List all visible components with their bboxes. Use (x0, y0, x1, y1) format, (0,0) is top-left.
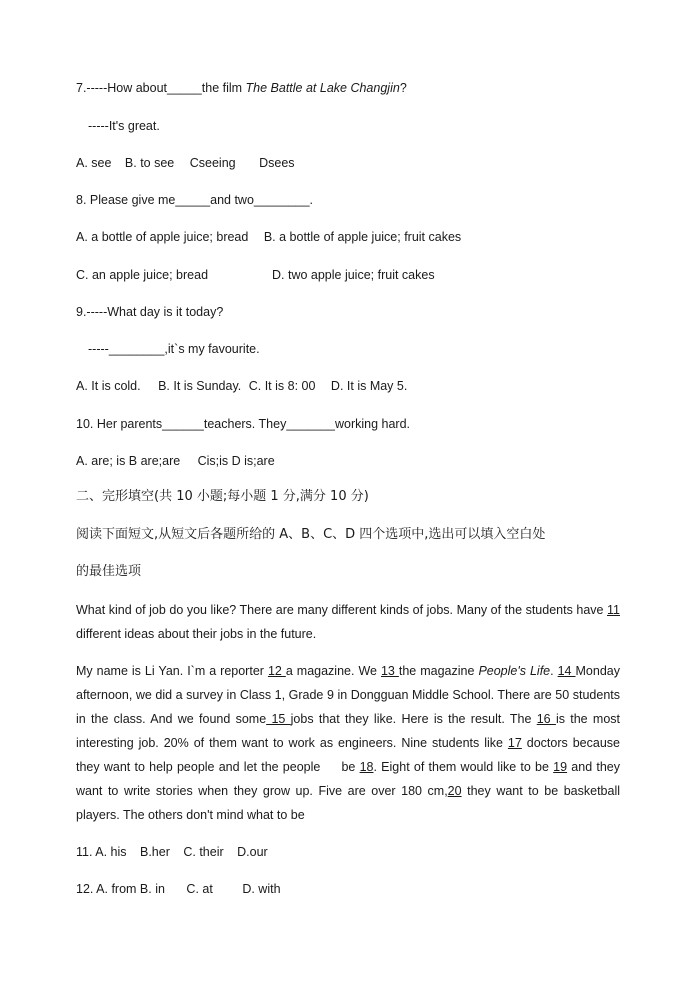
blank-13: 13 (380, 664, 399, 678)
q11-option-a: 11. A. his (76, 845, 127, 859)
section2-heading: 二、完形填空(共 10 小题;每小题 1 分,满分 10 分) (76, 489, 369, 504)
q7-stem-a: 7.-----How about (76, 81, 167, 95)
passage-paragraph-1 (76, 598, 620, 646)
q11-option-c: C. their (183, 845, 224, 859)
q7-option-b: B. to see (124, 156, 175, 170)
passage-text: What kind of job do you like? There are many different kinds of jobs. Many of the students have (76, 603, 608, 617)
passage-text: My name is Li Yan. I`m a reporter (76, 664, 268, 678)
q7-option-d: Dsees (259, 156, 295, 170)
blank-16: 16 (536, 712, 556, 726)
q11-option-d: D.our (237, 845, 268, 859)
blank-18: 18 (359, 760, 374, 774)
q9-option-b: B. It is Sunday. (158, 379, 242, 393)
q12-option-d: D. with (242, 882, 281, 896)
passage-text: a magazine. We (285, 664, 381, 678)
blank-19: 19 (553, 760, 568, 774)
passage-paragraph-2 (76, 659, 624, 827)
q7-options (76, 155, 295, 171)
q9-reply: -----________,it`s my favourite. (88, 342, 260, 356)
section2-instructions-line2: 的最佳选项 (76, 564, 142, 579)
passage-text: different ideas about their jobs in the future. (76, 627, 317, 641)
q7-blank: _____ (167, 81, 202, 95)
passage-text: jobs that they like. Here is the result. The (290, 712, 537, 726)
passage-text: and they want to write stories when they grow up. Five are over 180 cm, (76, 760, 620, 798)
q7-stem-b: the film (201, 81, 246, 95)
q12-options (76, 881, 281, 897)
q11-option-b: B.her (139, 845, 170, 859)
q8-stem: 8. Please give me_____and two________. (76, 193, 313, 207)
q11-options (76, 844, 268, 860)
q9-option-c: C. It is 8: 00 (248, 379, 316, 393)
blank-15: 15 (266, 712, 291, 726)
magazine-title: People's Life (478, 664, 551, 678)
q7-reply: -----It's great. (88, 119, 160, 133)
passage-text: . Eight of them would like to be (373, 760, 554, 774)
q7-option-c: Cseeing (189, 156, 236, 170)
q7-stem-c: ? (399, 81, 407, 95)
q12-option-ab: 12. A. from B. in (76, 882, 165, 896)
q10-options: A. are; is B are;are Cis;is D is;are (76, 454, 275, 468)
blank-20: 20 (447, 784, 462, 798)
q7-stem (76, 80, 407, 96)
q10-stem: 10. Her parents______teachers. They_______working hard. (76, 417, 411, 431)
q9-option-a: A. It is cold. (76, 379, 141, 393)
passage-text: the magazine (398, 664, 479, 678)
passage-text: doctors because they want to help people and let the people be (76, 736, 624, 774)
q8-option-b: B. a bottle of apple juice; fruit cakes (263, 230, 462, 244)
q8-options-row1 (76, 229, 461, 245)
q12-option-c: C. at (186, 882, 213, 896)
q8-option-d: D. two apple juice; fruit cakes (272, 268, 435, 282)
passage-text: is the most interesting job. 20% of them want to work as engineers. Nine students like (76, 712, 621, 750)
blank-17: 17 (507, 736, 522, 750)
q7-option-a: A. see (76, 156, 112, 170)
q8-option-a: A. a bottle of apple juice; bread (76, 230, 249, 244)
passage-text: . (550, 664, 558, 678)
passage-text: they want to be basketball players. The others don't mind what to be (76, 784, 620, 822)
q7-film-title: The Battle at Lake Changjin (245, 81, 400, 95)
blank-12: 12 (267, 664, 286, 678)
q8-options-row2 (76, 267, 435, 283)
q9-stem: 9.-----What day is it today? (76, 305, 224, 319)
blank-14: 14 (557, 664, 576, 678)
blank-11: 11 (607, 603, 620, 617)
section2-instructions-line1: 阅读下面短文,从短文后各题所给的 A、B、C、D 四个选项中,选出可以填入空白处 (76, 527, 546, 542)
passage-text: Monday afternoon, we did a survey in Class 1, Grade 9 in Dongguan Middle School. There are 50 students in the class. And we found some (76, 664, 620, 726)
q9-options (76, 378, 407, 394)
q8-option-c: C. an apple juice; bread (76, 268, 209, 282)
q9-option-d: D. It is May 5. (330, 379, 408, 393)
